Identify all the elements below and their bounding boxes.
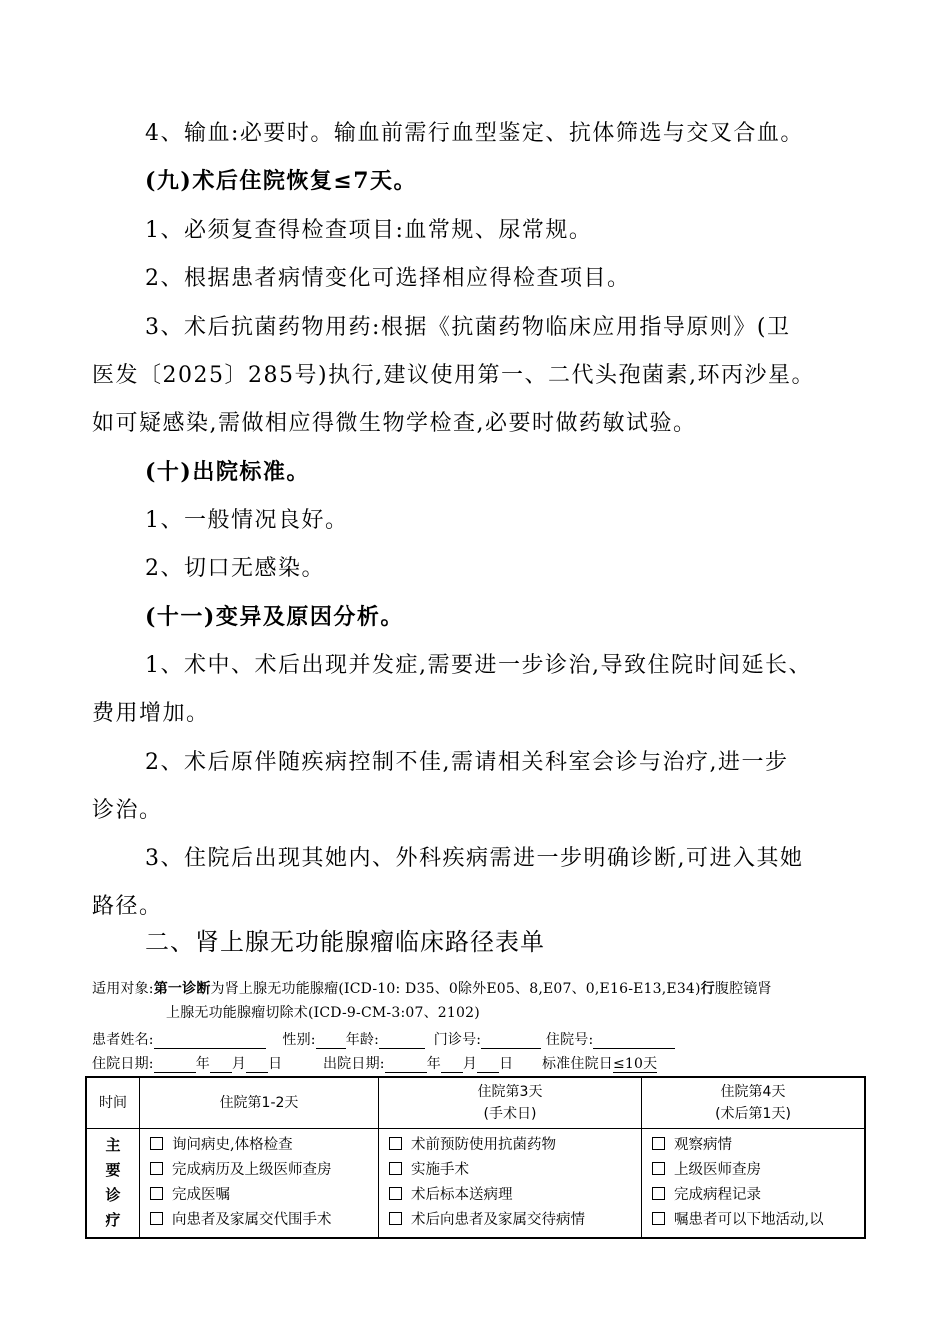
checkbox[interactable] [150,1137,163,1150]
row-label-char: 诊 [105,1186,121,1204]
discharge-month-field[interactable] [441,1058,463,1073]
inpatient-number-field[interactable] [593,1034,675,1049]
clinical-pathway-table [85,1076,866,1239]
checklist-item: 上级医师查房 [652,1158,864,1183]
column-subtitle: (术后第1天) [715,1106,791,1122]
column-day-1-2 [140,1077,379,1129]
discharge-date-label: 出院日期: [322,1056,385,1072]
paragraph-variation1-line2: 费用增加。 [92,701,210,726]
clinic-number-label: 门诊号: [433,1032,482,1048]
checklist-item: 询问病史,体格检查 [150,1133,378,1158]
checklist-item: 术后向患者及家属交待病情 [389,1208,641,1233]
inpatient-number-label: 住院号: [545,1032,594,1048]
column-day-3 [379,1077,642,1129]
column-subtitle: (手术日) [483,1106,537,1122]
diagnosis-text: 为肾上腺无功能腺瘤(ICD-10: D35、0除外E05、8,E07、0,E16-E13,E34) [210,981,701,997]
paragraph-variation1-line1: 1、术中、术后出现并发症,需要进一步诊治,导致住院时间延长、 [145,653,812,678]
checkbox[interactable] [150,1187,163,1200]
section-title: 二、肾上腺无功能腺瘤临床路径表单 [145,928,545,956]
discharge-month-label: 月 [462,1056,478,1072]
cell-day-3 [379,1129,642,1239]
column-title: 住院第3天 [477,1084,543,1100]
paragraph-optional-tests: 2、根据患者病情变化可选择相应得检查项目。 [145,266,631,291]
admit-year-field[interactable] [154,1058,196,1073]
table-row [86,1129,865,1239]
admit-day-label: 日 [268,1056,283,1072]
paragraph-general-condition: 1、一般情况良好。 [145,508,349,533]
paragraph-blood-transfusion: 4、输血:必要时。输血前需行血型鉴定、抗体筛选与交叉合血。 [145,121,804,146]
discharge-day-label: 日 [499,1056,514,1072]
checkbox[interactable] [389,1187,402,1200]
checklist-item: 完成医嘱 [150,1183,378,1208]
heading-discharge-criteria: (十)出院标准。 [145,459,310,485]
first-diagnosis-label: 第一诊断 [153,981,211,997]
checklist-item: 术后标本送病理 [389,1183,641,1208]
heading-variation-analysis: (十一)变异及原因分析。 [145,604,404,630]
column-title: 住院第4天 [720,1084,786,1100]
checkbox[interactable] [652,1137,665,1150]
sex-field[interactable] [316,1034,346,1049]
checklist-item: 实施手术 [389,1158,641,1183]
applicable-prefix: 适用对象: [92,981,154,997]
age-field[interactable] [379,1034,425,1049]
column-title: 住院第1-2天 [219,1095,299,1111]
sex-label: 性别: [282,1032,316,1048]
cell-day-4 [642,1129,866,1239]
paragraph-antibiotics-line2: 医发〔2025〕285号)执行,建议使用第一、二代头孢菌素,环丙沙星。 [92,363,816,388]
paragraph-variation2-line2: 诊治。 [92,798,163,823]
paragraph-variation3-line1: 3、住院后出现其她内、外科疾病需进一步明确诊断,可进入其她 [145,846,804,871]
paragraph-variation2-line1: 2、术后原伴随疾病控制不佳,需请相关科室会诊与治疗,进一步 [145,750,789,775]
checkbox[interactable] [652,1162,665,1175]
time-header: 时间 [86,1077,140,1129]
clinic-number-field[interactable] [481,1034,541,1049]
row-label-char: 疗 [105,1211,121,1229]
admit-year-label: 年 [195,1056,210,1072]
cell-day-1-2 [140,1129,379,1239]
checkbox[interactable] [389,1162,402,1175]
checklist-item: 术前预防使用抗菌药物 [389,1133,641,1158]
admit-date-label: 住院日期: [92,1056,154,1072]
checklist-item: 向患者及家属交代围手术 [150,1208,378,1233]
checkbox[interactable] [389,1212,402,1225]
discharge-day-field[interactable] [477,1058,499,1073]
procedure-label: 行 [700,981,715,997]
row-label-char: 主 [105,1136,121,1154]
discharge-year-label: 年 [426,1056,441,1072]
admit-month-label: 月 [231,1056,247,1072]
admit-day-field[interactable] [246,1058,268,1073]
checklist-item: 嘱患者可以下地活动,以 [652,1208,864,1233]
std-days-value: ≤10天 [612,1056,658,1072]
column-day-4 [642,1077,866,1129]
patient-info-line [92,1029,675,1049]
age-label: 年龄: [345,1032,380,1048]
paragraph-antibiotics-line1: 3、术后抗菌药物用药:根据《抗菌药物临床应用指导原则》(卫 [145,315,791,340]
patient-name-field[interactable] [154,1034,266,1049]
patient-name-label: 患者姓名: [92,1032,154,1048]
checkbox[interactable] [389,1137,402,1150]
checkbox[interactable] [150,1162,163,1175]
checkbox[interactable] [652,1187,665,1200]
applicable-object-line2: 上腺无功能腺瘤切除术(ICD-9-CM-3:07、2102) [166,1005,480,1021]
heading-postop-recovery: (九)术后住院恢复≤7天。 [145,168,418,194]
paragraph-incision: 2、切口无感染。 [145,556,325,581]
paragraph-antibiotics-line3: 如可疑感染,需做相应得微生物学检查,必要时做药敏试验。 [92,411,697,436]
row-label-main-treatment [86,1129,140,1239]
checkbox[interactable] [652,1212,665,1225]
procedure-text: 腹腔镜肾 [714,981,772,997]
checklist-item: 观察病情 [652,1133,864,1158]
dates-line [92,1053,657,1073]
applicable-object-line1 [92,978,772,998]
checklist-item: 完成病历及上级医师查房 [150,1158,378,1183]
discharge-year-field[interactable] [385,1058,427,1073]
std-days-label: 标准住院日 [541,1056,613,1072]
paragraph-variation3-line2: 路径。 [92,894,163,919]
paragraph-required-tests: 1、必须复查得检查项目:血常规、尿常规。 [145,218,593,243]
row-label-char: 要 [105,1161,121,1179]
admit-month-field[interactable] [210,1058,232,1073]
checkbox[interactable] [150,1212,163,1225]
checklist-item: 完成病程记录 [652,1183,864,1208]
